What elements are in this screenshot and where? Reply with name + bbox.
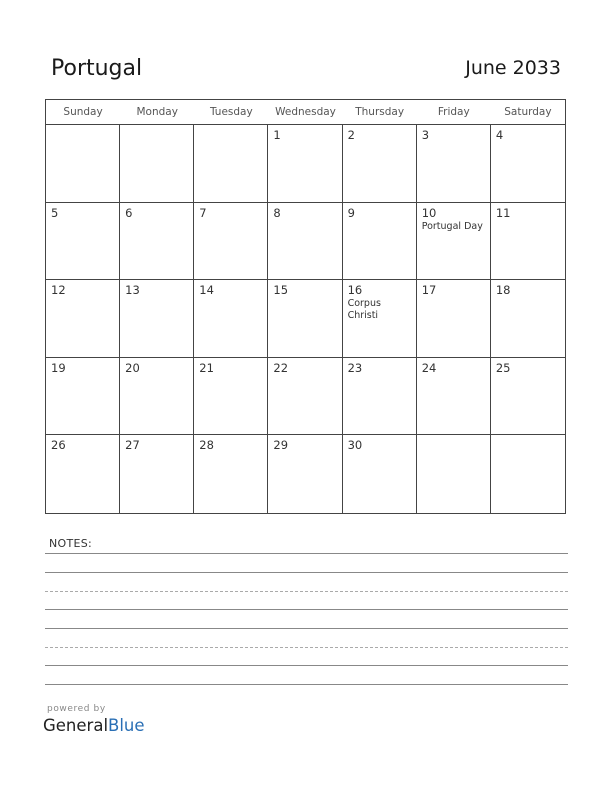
day-number: 6 <box>125 205 133 220</box>
notes-line <box>45 684 568 685</box>
day-number: 28 <box>199 438 214 453</box>
calendar-day-cell <box>268 435 342 513</box>
calendar-day-cell <box>343 435 417 513</box>
day-number: 22 <box>273 360 289 375</box>
day-number: 25 <box>495 360 511 375</box>
day-number: 26 <box>51 438 66 453</box>
day-number: 24 <box>421 360 437 375</box>
calendar-day-cell <box>491 280 565 358</box>
weekday-sunday: Sunday <box>63 106 103 118</box>
notes-line <box>45 647 568 648</box>
holiday-label: Portugal Day <box>421 220 483 232</box>
notes-line <box>45 553 568 554</box>
weekday-wednesday: Wednesday <box>275 106 336 118</box>
powered-by-text: powered by <box>47 704 106 714</box>
day-number: 14 <box>199 283 214 298</box>
day-number: 18 <box>495 283 511 298</box>
day-number: 20 <box>125 360 140 375</box>
day-number: 13 <box>125 283 140 298</box>
calendar-day-cell <box>491 203 565 281</box>
day-number: 2 <box>347 128 355 142</box>
calendar-day-cell <box>120 435 194 513</box>
holiday-label: Corpus Christi <box>347 298 381 321</box>
brand-logo <box>43 716 145 735</box>
notes-line <box>45 591 568 592</box>
weekday-friday: Friday <box>437 106 470 118</box>
day-number: 29 <box>273 438 289 453</box>
country-title: Portugal <box>51 56 143 81</box>
day-number: 17 <box>421 283 437 298</box>
calendar-day-cell <box>194 358 268 436</box>
day-number: 12 <box>51 283 66 298</box>
day-number: 9 <box>347 205 355 220</box>
day-number: 15 <box>273 283 289 298</box>
calendar-day-cell <box>194 125 268 203</box>
day-number: 8 <box>273 205 281 220</box>
calendar-day-cell <box>120 125 194 203</box>
brand-name-general: General <box>43 716 109 735</box>
calendar-day-cell <box>417 125 491 203</box>
calendar-day-cell <box>46 358 120 436</box>
calendar-day-cell <box>417 280 491 358</box>
calendar-grid <box>45 99 566 514</box>
calendar-body <box>46 125 565 513</box>
day-number: 19 <box>51 360 66 375</box>
notes-line <box>45 628 568 629</box>
weekday-thursday: Thursday <box>355 106 405 118</box>
calendar-day-cell <box>417 203 491 281</box>
calendar-day-cell <box>120 358 194 436</box>
notes-line <box>45 609 568 610</box>
calendar-day-cell <box>343 280 417 358</box>
notes-line <box>45 665 568 666</box>
calendar-day-cell <box>194 435 268 513</box>
calendar-day-cell <box>194 203 268 281</box>
calendar-day-cell <box>268 280 342 358</box>
weekday-saturday: Saturday <box>504 106 552 118</box>
day-number: 7 <box>199 205 207 220</box>
notes-line <box>45 572 568 573</box>
calendar-day-cell <box>417 358 491 436</box>
calendar-day-cell <box>268 125 342 203</box>
day-number: 27 <box>125 438 140 453</box>
weekday-tuesday: Tuesday <box>209 106 253 118</box>
weekday-header-row <box>46 100 565 125</box>
brand-name-blue: Blue <box>108 716 145 735</box>
calendar-day-cell <box>343 203 417 281</box>
calendar-day-cell <box>46 280 120 358</box>
calendar-day-cell <box>268 203 342 281</box>
calendar-day-cell <box>343 125 417 203</box>
day-number: 23 <box>347 360 363 375</box>
weekday-monday: Monday <box>136 106 178 118</box>
day-number: 3 <box>421 128 430 142</box>
calendar-day-cell <box>491 358 565 436</box>
day-number: 30 <box>347 438 363 453</box>
calendar-day-cell <box>343 358 417 436</box>
day-number: 10 <box>421 205 437 220</box>
calendar-day-cell <box>268 358 342 436</box>
day-number: 21 <box>199 360 214 375</box>
calendar-day-cell <box>46 203 120 281</box>
notes-label: NOTES: <box>49 537 93 550</box>
calendar-day-cell <box>120 203 194 281</box>
day-number: 5 <box>51 205 59 220</box>
day-number: 16 <box>347 283 363 298</box>
day-number: 1 <box>273 128 281 142</box>
day-number: 4 <box>495 128 504 142</box>
calendar-day-cell <box>491 125 565 203</box>
calendar-day-cell <box>46 435 120 513</box>
calendar-day-cell <box>194 280 268 358</box>
calendar-day-cell <box>491 435 565 513</box>
month-year-title: June 2033 <box>465 57 561 79</box>
calendar-day-cell <box>120 280 194 358</box>
day-number: 11 <box>495 205 511 220</box>
calendar-day-cell <box>46 125 120 203</box>
calendar-day-cell <box>417 435 491 513</box>
